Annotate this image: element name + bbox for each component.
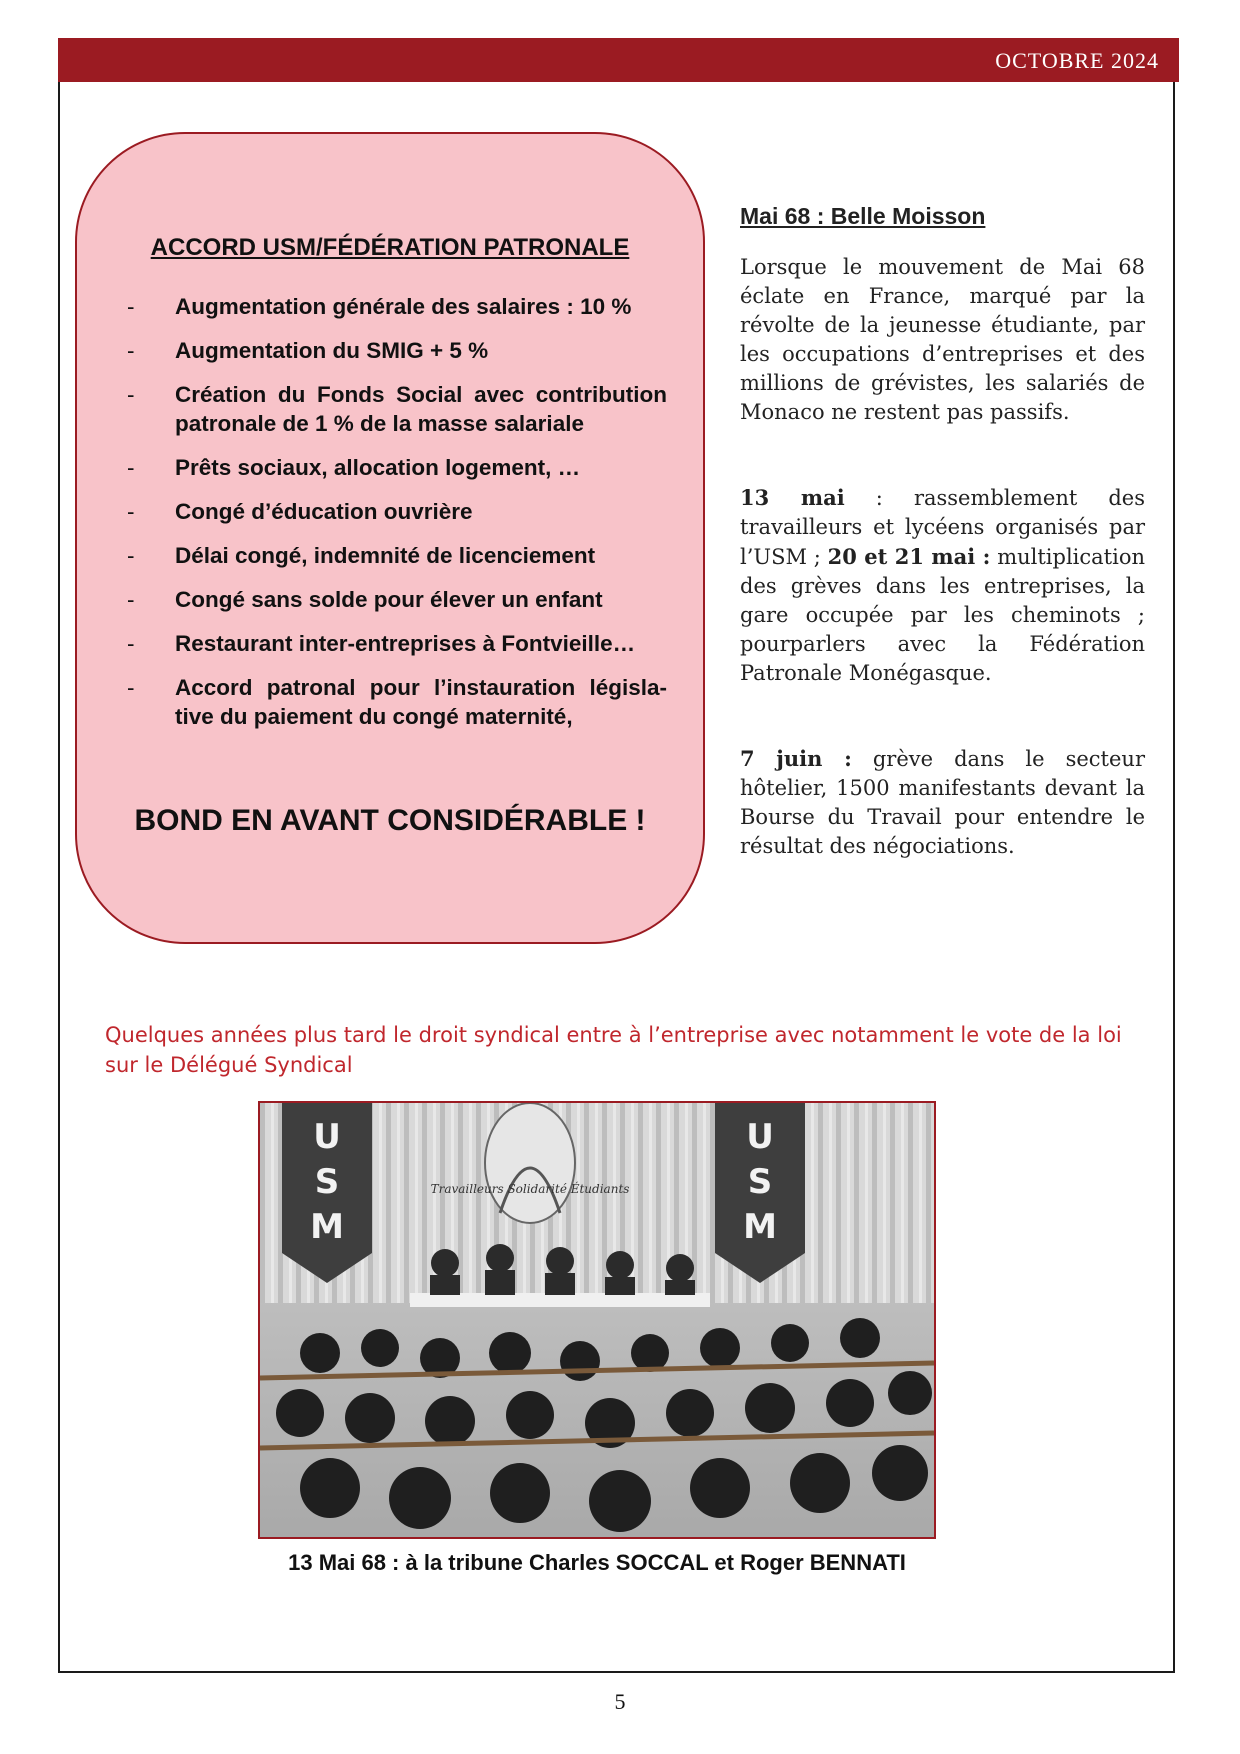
accord-title: ACCORD USM/FÉDÉRATION PATRONALE (150, 234, 630, 261)
accord-item: - Restaurant inter-entreprises à Fontvieille… (127, 631, 636, 656)
article-paragraph-may: 13 mai : rassemblement des travailleurs et lycéens organisés par l’USM ; 20 et 21 mai : multiplication des grèves dans les entreprises, la gare occupée par les cheminots ; pourparlers avec la Fédération Patronale Monégasque. (740, 485, 1146, 685)
date-label: 7 juin : (740, 746, 852, 771)
list-dash: - (127, 543, 135, 568)
photo-caption: 13 Mai 68 : à la tribune Charles SOCCAL et Roger BENNATI (288, 1550, 906, 1575)
meeting-photo (258, 1101, 936, 1539)
list-dash: - (127, 587, 135, 612)
article-title: Mai 68 : Belle Moisson (740, 203, 986, 229)
accord-item: - Accord patronal pour l’instauration législa-tive du paiement du congé maternité, (127, 675, 667, 729)
banner-letter: S (747, 1162, 773, 1202)
list-dash: - (127, 294, 135, 319)
red-note: Quelques années plus tard le droit syndical entre à l’entreprise avec notamment le vote de la loi sur le Délégué Syndical (105, 1023, 1122, 1077)
banner-letter: M (743, 1207, 777, 1247)
banner-letter: S (314, 1162, 340, 1202)
accord-item: - Augmentation générale des salaires : 10 % (127, 294, 632, 319)
accord-item: - Création du Fonds Social avec contribution patronale de 1 % de la masse salariale (127, 382, 667, 436)
date-label: 20 et 21 mai : (827, 544, 991, 569)
accord-item: - Congé d’éducation ouvrière (127, 499, 473, 524)
accord-item: - Augmentation du SMIG + 5 % (127, 338, 489, 363)
article-paragraph-june: 7 juin : grève dans le secteur hôtelier, 1500 manifestants devant la Bourse du Travail pour entendre le résultat des négociations. (740, 746, 1145, 858)
accord-headline: BOND EN AVANT CONSIDÉRABLE ! (134, 804, 646, 837)
header-bar (58, 38, 1179, 82)
meeting-photo-illustration (260, 1103, 934, 1537)
date-label: 13 mai (740, 485, 845, 510)
article-column (740, 202, 1145, 861)
banner-letter: U (746, 1117, 774, 1157)
issue-date: OCTOBRE 2024 (995, 48, 1159, 73)
banner-letter: M (310, 1207, 344, 1247)
page-number: 5 (614, 1689, 626, 1714)
emblem-text: Travailleurs Solidarité Étudiants (430, 1182, 630, 1196)
list-dash: - (127, 499, 135, 524)
list-dash: - (127, 631, 135, 656)
list-dash: - (127, 382, 135, 407)
list-dash: - (127, 338, 135, 363)
banner-letter: U (313, 1117, 341, 1157)
list-dash: - (127, 455, 135, 480)
accord-item: - Prêts sociaux, allocation logement, … (127, 455, 581, 480)
list-dash: - (127, 675, 135, 700)
accord-item: - Délai congé, indemnité de licenciement (127, 543, 596, 568)
accord-item: - Congé sans solde pour élever un enfant (127, 587, 603, 612)
article-intro: Lorsque le mouvement de Mai 68 éclate en France, marqué par la révolte de la jeunesse étudiante, par les occupations d’entreprises et des millions de grévistes, les salariés de Monaco ne restent pas passifs. (740, 255, 1145, 424)
accord-box (75, 132, 705, 944)
accord-list (127, 292, 667, 746)
